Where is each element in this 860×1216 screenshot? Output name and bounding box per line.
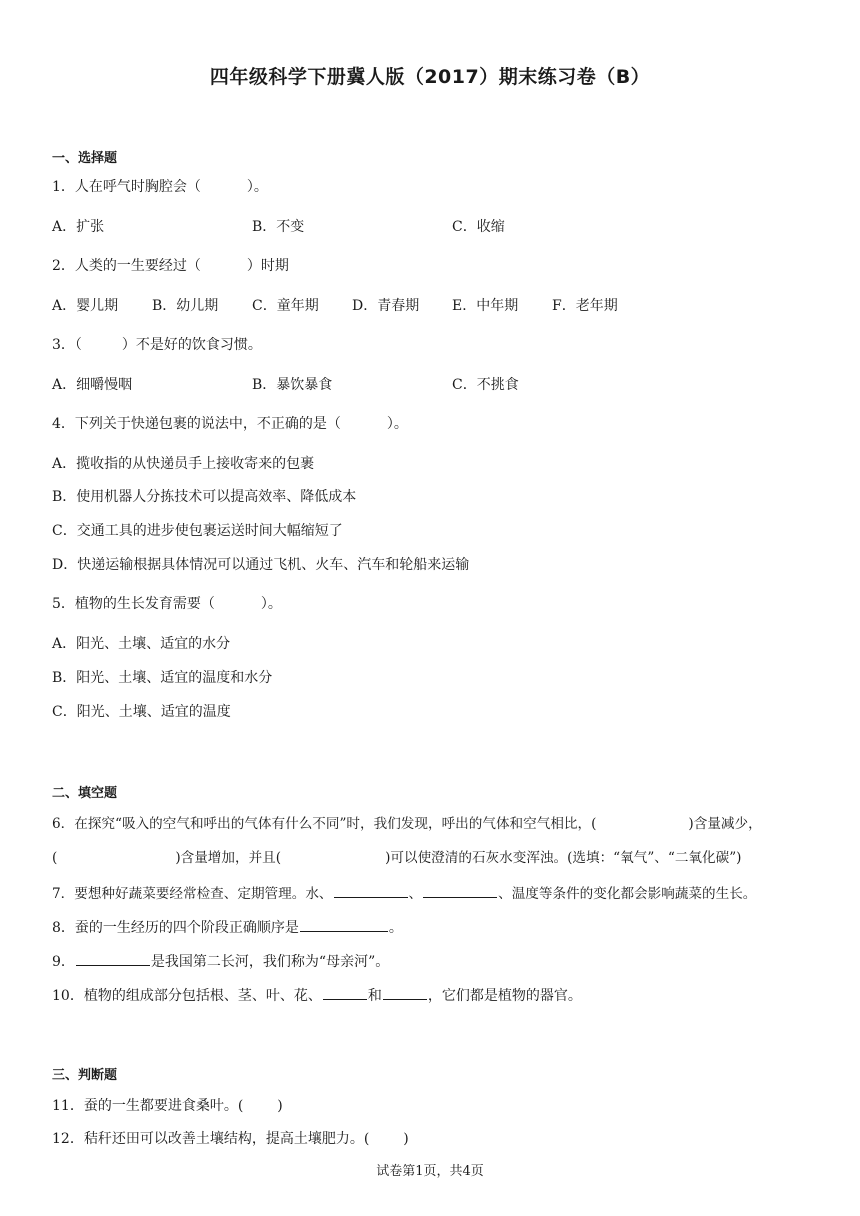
question-3-text: 3．（ xyxy=(52,337,82,353)
section-heading-judge: 三、判断题 xyxy=(52,1068,118,1083)
q1-option-b: B．不变 xyxy=(252,219,305,235)
q4-option-b: B．使用机器人分拣技术可以提高效率、降低成本 xyxy=(52,489,357,505)
question-3-stem xyxy=(52,336,262,354)
question-5-text-end: ）。 xyxy=(260,596,282,612)
question-2-text-end: ）时期 xyxy=(246,258,289,274)
question-6-text-5: )可以使澄清的石灰水变浑浊。(选填：“氧气”、“二氧化碳”) xyxy=(385,850,742,866)
q4-option-a: A．揽收指的从快递员手上接收寄来的包裹 xyxy=(52,456,315,472)
question-8-text: 8．蚕的一生经历的四个阶段正确顺序是 xyxy=(52,920,299,936)
q2-option-c: C．童年期 xyxy=(252,298,319,314)
q2-option-d: D．青春期 xyxy=(352,298,420,314)
page-title: 四年级科学下册冀人版（2017）期末练习卷（B） xyxy=(209,66,651,88)
q5-option-a: A．阳光、土壤、适宜的水分 xyxy=(52,636,231,652)
question-10-text-2: 和 xyxy=(367,988,382,1004)
q2-option-b: B．幼儿期 xyxy=(152,298,219,314)
q2-option-f: F．老年期 xyxy=(552,298,618,314)
answer-underline xyxy=(300,917,388,932)
answer-underline xyxy=(323,985,367,1000)
question-6-text-2: )含量减少， xyxy=(688,816,762,832)
question-10-text-3: ，它们都是植物的器官。 xyxy=(427,988,582,1004)
answer-underline xyxy=(76,951,150,966)
q4-option-d: D．快递运输根据具体情况可以通过飞机、火车、汽车和轮船来运输 xyxy=(52,557,470,573)
question-6-text: 6．在探究“吸入的空气和呼出的气体有什么不同”时，我们发现，呼出的气体和空气相比，( xyxy=(52,816,597,832)
question-7 xyxy=(52,883,756,903)
question-12 xyxy=(52,1130,409,1148)
q2-option-e: E．中年期 xyxy=(452,298,519,314)
question-11-text: 11．蚕的一生都要进食桑叶。( xyxy=(52,1098,244,1114)
section-heading-choice: 一、选择题 xyxy=(52,151,118,166)
question-11-text-2: ) xyxy=(277,1098,283,1114)
question-4-text: 4．下列关于快递包裹的说法中，不正确的是（ xyxy=(52,416,341,432)
section-heading-fill: 二、填空题 xyxy=(52,786,118,801)
question-5-text: 5．植物的生长发育需要（ xyxy=(52,596,215,612)
question-6-line-2 xyxy=(52,849,741,867)
question-12-text: 12．秸秆还田可以改善土壤结构，提高土壤肥力。( xyxy=(52,1131,370,1147)
q1-option-a: A．扩张 xyxy=(52,219,105,235)
question-4-text-end: ）。 xyxy=(386,416,408,432)
question-6-line-1 xyxy=(52,815,762,833)
q4-option-c: C．交通工具的进步使包裹运送时间大幅缩短了 xyxy=(52,523,343,539)
question-5-stem xyxy=(52,595,282,613)
answer-underline xyxy=(334,883,408,898)
question-4-stem xyxy=(52,415,408,433)
question-1-stem xyxy=(52,178,268,196)
answer-underline xyxy=(383,985,427,1000)
q5-option-b: B．阳光、土壤、适宜的温度和水分 xyxy=(52,670,273,686)
question-2-stem xyxy=(52,257,289,275)
question-3-text-end: ）不是好的饮食习惯。 xyxy=(121,337,262,353)
question-10-text: 10．植物的组成部分包括根、茎、叶、花、 xyxy=(52,988,322,1004)
question-9-text-2: 是我国第二长河，我们称为“母亲河”。 xyxy=(150,954,390,970)
question-8 xyxy=(52,917,403,937)
question-11 xyxy=(52,1097,283,1115)
question-12-text-2: ) xyxy=(403,1131,409,1147)
question-10 xyxy=(52,985,582,1005)
q3-option-c: C．不挑食 xyxy=(452,377,519,393)
question-7-text-3: 、温度等条件的变化都会影响蔬菜的生长。 xyxy=(498,886,757,902)
question-8-text-2: 。 xyxy=(388,920,403,936)
question-7-text: 7．要想种好蔬菜要经常检查、定期管理。水、 xyxy=(52,886,333,902)
question-1-text-end: ）。 xyxy=(246,179,268,195)
question-6-text-4: )含量增加，并且( xyxy=(175,850,282,866)
page-footer: 试卷第1页，共4页 xyxy=(376,1164,484,1179)
q3-option-a: A．细嚼慢咽 xyxy=(52,377,133,393)
question-9-text: 9． xyxy=(52,954,75,970)
question-7-text-2: 、 xyxy=(408,886,423,902)
answer-underline xyxy=(423,883,497,898)
q5-option-c: C．阳光、土壤、适宜的温度 xyxy=(52,704,231,720)
question-2-text: 2．人类的一生要经过（ xyxy=(52,258,201,274)
q2-option-a: A．婴儿期 xyxy=(52,298,119,314)
question-6-text-3: ( xyxy=(52,850,58,866)
q1-option-c: C．收缩 xyxy=(452,219,505,235)
question-9 xyxy=(52,951,389,971)
q3-option-b: B．暴饮暴食 xyxy=(252,377,333,393)
question-1-text: 1．人在呼气时胸腔会（ xyxy=(52,179,201,195)
